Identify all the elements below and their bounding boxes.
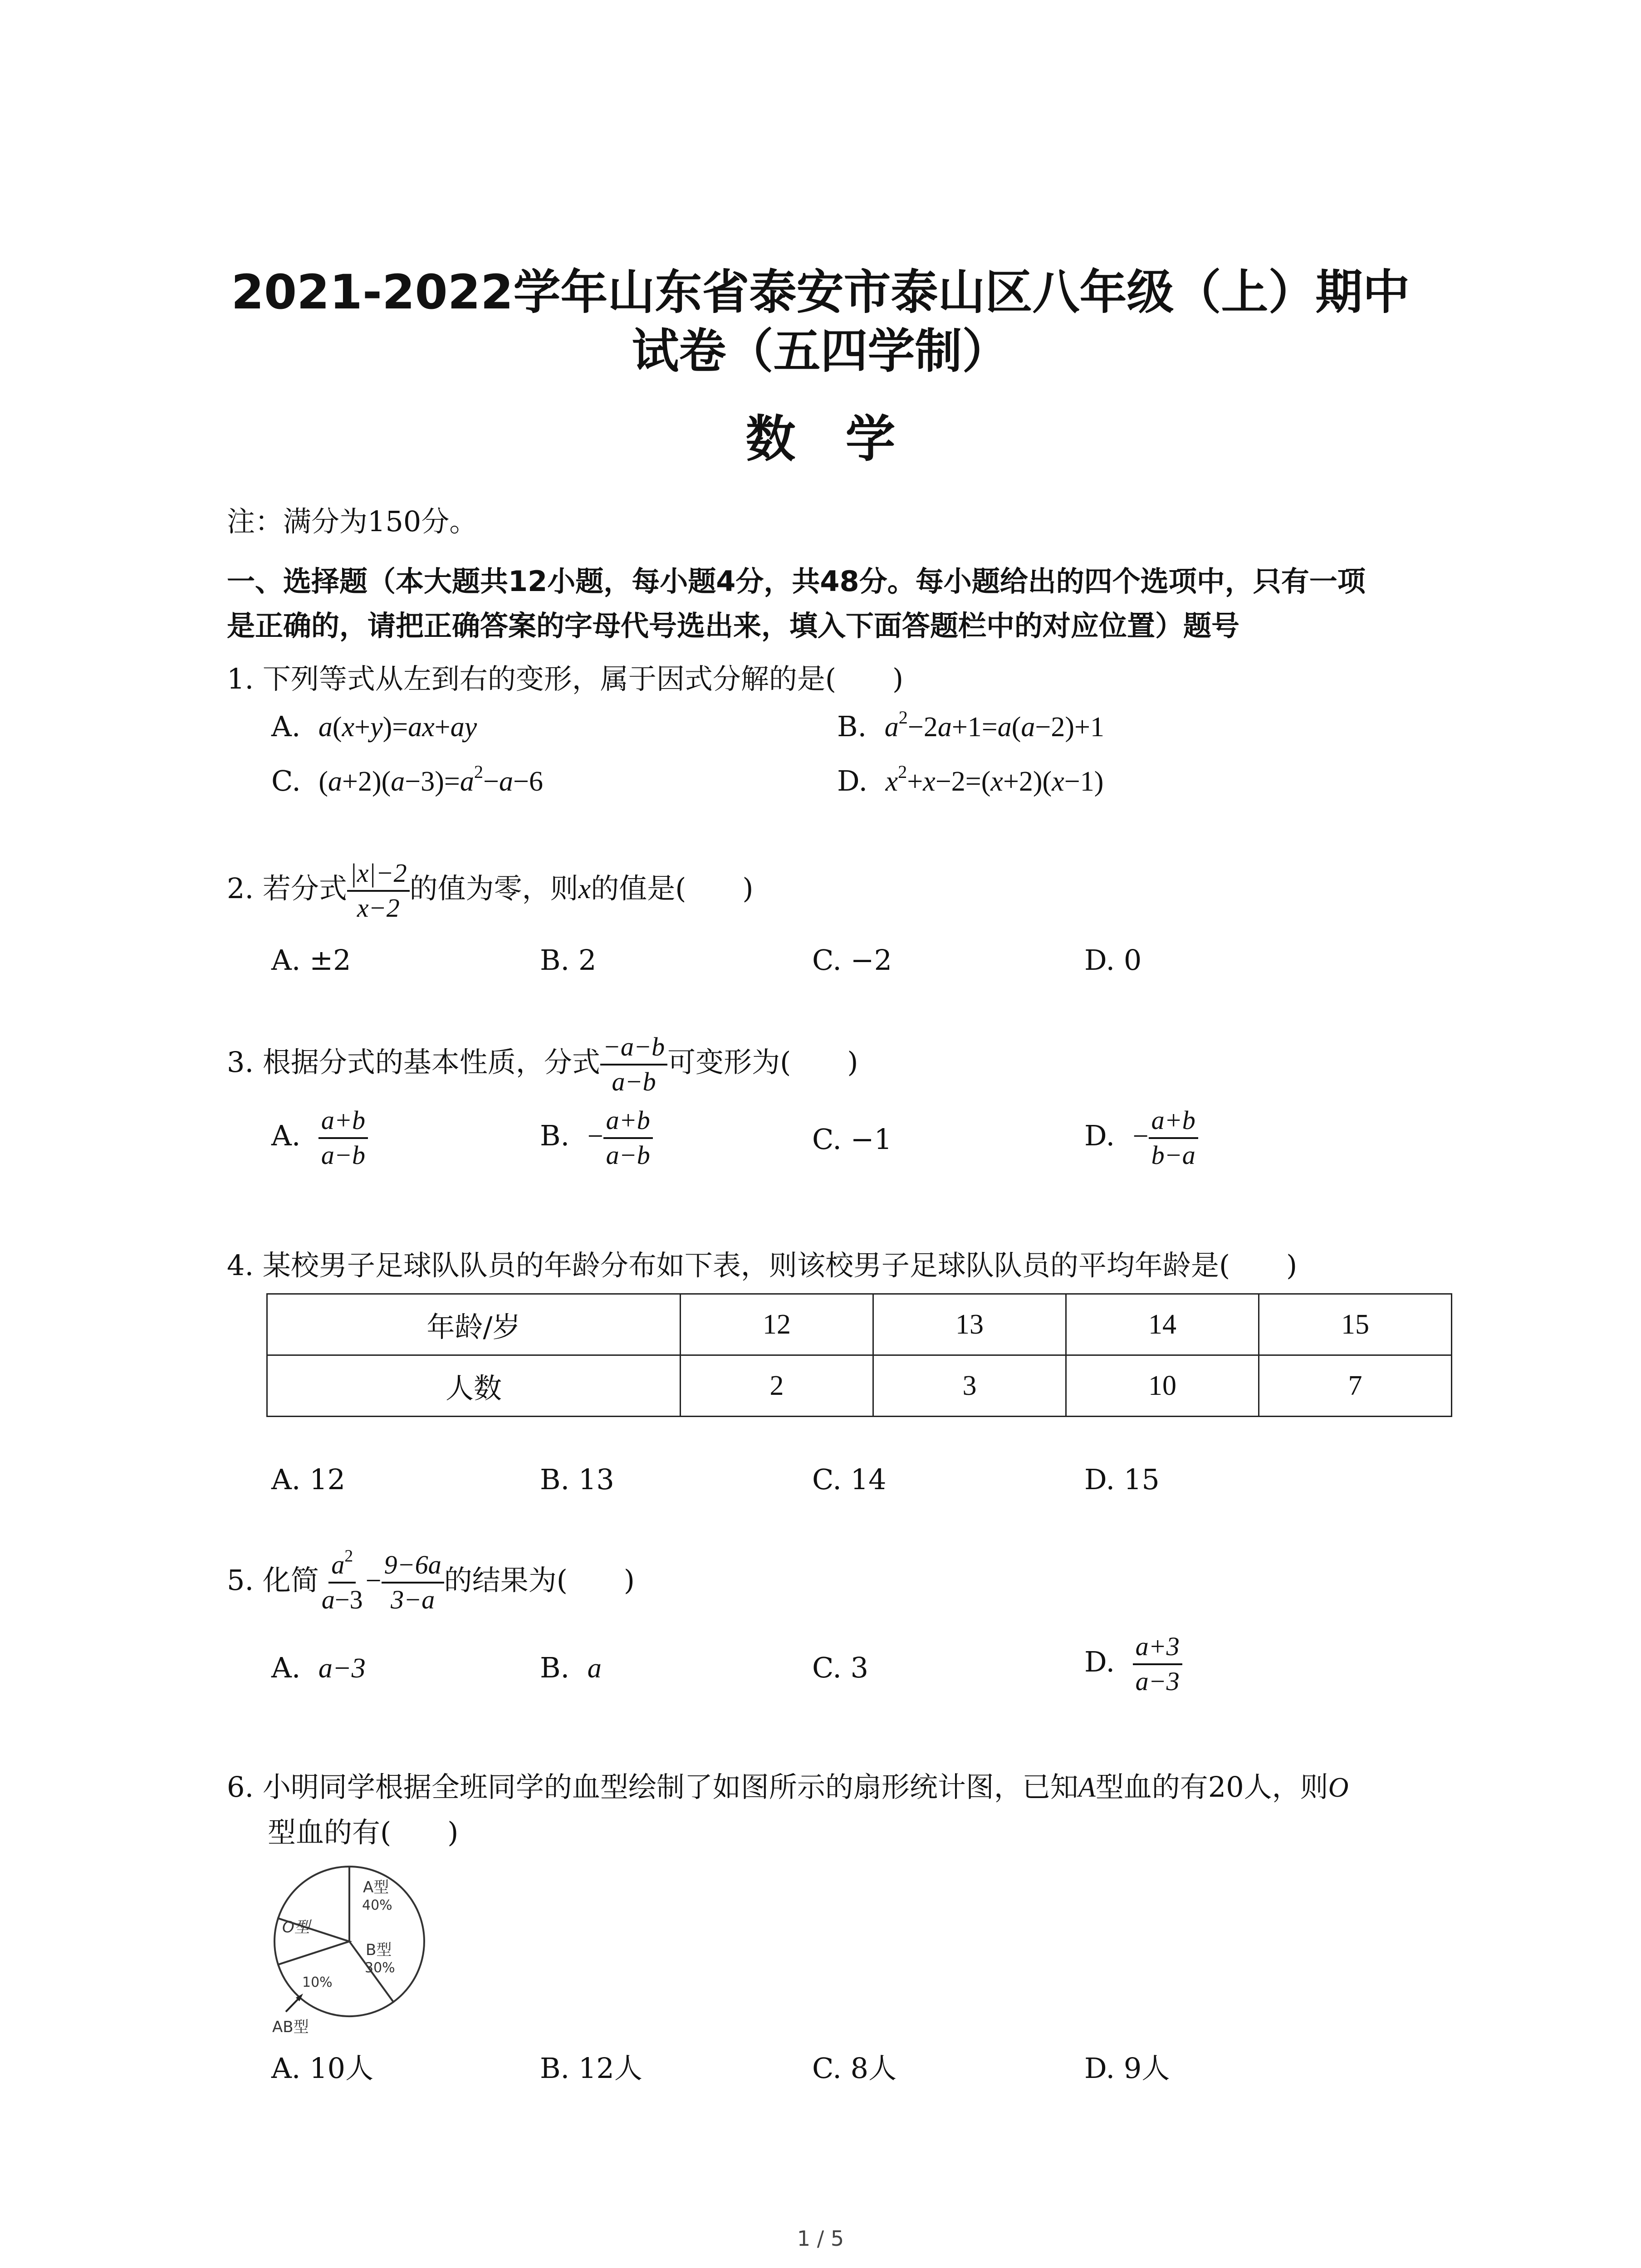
blood-type-pie-chart	[254, 1864, 445, 2046]
q5-a-label: A.	[271, 1651, 301, 1684]
q5-option-c: C. 3	[812, 1651, 869, 1684]
section-heading-line-1: 一、选择题（本大题共12小题，每小题4分，共48分。每小题给出的四个选项中，只有一项	[227, 565, 1366, 598]
q2-frac-den: x−2	[357, 893, 400, 923]
pie-label-a: A型	[363, 1878, 389, 1897]
q5-option-a	[271, 1651, 366, 1685]
q1-b-label: B.	[837, 710, 867, 743]
q2-after: 的值为零，则	[409, 872, 578, 905]
q3-frac-num: −a−b	[600, 1033, 667, 1066]
age-distribution-table	[266, 1293, 1452, 1417]
q3-option-b	[540, 1107, 653, 1169]
q6-var-o: O	[1328, 1772, 1349, 1803]
title-line-1: 2021-2022学年山东省泰安市泰山区八年级（上）期中	[231, 264, 1410, 320]
q1-option-c: C. $(a+2)(a-3)=a^2-a-6$	[271, 761, 543, 797]
table-cell: 10	[1066, 1355, 1259, 1417]
pie-slices	[274, 1867, 424, 2016]
q2-option-a: A. ±2	[271, 943, 351, 977]
q5-d-den: a−3	[1135, 1666, 1180, 1696]
q2-num: 2. 若分式	[227, 872, 347, 905]
q3-d-sign: −	[1132, 1121, 1149, 1152]
q3-d-fraction	[1149, 1107, 1198, 1169]
q3-fraction	[600, 1033, 667, 1096]
pie-label-b: B型	[366, 1941, 392, 1959]
q3-frac-den: a−b	[612, 1066, 656, 1096]
q5-f2-num: 9−6a	[382, 1551, 444, 1584]
q2-option-d: D. 0	[1084, 943, 1142, 977]
table-cell: 2	[681, 1355, 873, 1417]
q6-option-c: C. 8人	[812, 2052, 897, 2085]
q5-d-num: a+3	[1133, 1633, 1182, 1665]
table-cell: 14	[1066, 1294, 1259, 1355]
q4-option-d: D. 15	[1084, 1463, 1160, 1496]
score-note: 注：满分为150分。	[227, 505, 478, 538]
q3-b-sign: −	[587, 1121, 603, 1152]
q5-b-val: a	[587, 1653, 602, 1684]
table-cell: 13	[873, 1294, 1066, 1355]
q3-b-num: a+b	[603, 1107, 653, 1139]
q1-a-label: A.	[271, 710, 301, 743]
table-cell: 3	[873, 1355, 1066, 1417]
q5-d-fraction	[1133, 1633, 1182, 1696]
table-cell: 12	[681, 1294, 873, 1355]
q5-num: 5. 化简	[227, 1564, 319, 1597]
q1-stem: 1. 下列等式从左到右的变形，属于因式分解的是( )	[227, 662, 904, 695]
q1-option-d: D. $x^2+x-2=(x+2)(x-1)$	[837, 761, 1104, 797]
q3-d-den: b−a	[1151, 1140, 1195, 1170]
q3-b-label: B.	[540, 1119, 570, 1153]
q3-a-den: a−b	[321, 1140, 366, 1170]
q1-d-label: D.	[837, 764, 868, 797]
table-cell: 7	[1259, 1355, 1452, 1417]
q5-fraction-1: $\frac{a^2}{a-3}$	[321, 1546, 363, 1614]
q6-stem-line-2: 型血的有( )	[268, 1816, 459, 1849]
table-cell: 15	[1259, 1294, 1452, 1355]
q6-line1-a: 6. 小明同学根据全班同学的血型绘制了如图所示的扇形统计图，已知	[227, 1770, 1078, 1804]
q5-tail: 的结果为( )	[444, 1564, 635, 1597]
q5-a-val: a−3	[318, 1653, 366, 1684]
q3-option-d	[1084, 1107, 1198, 1169]
q3-a-fraction	[318, 1107, 368, 1169]
q2-fraction	[347, 860, 410, 922]
table-row	[267, 1355, 1452, 1417]
q1-c-label: C.	[271, 764, 301, 797]
pie-pct-ab: 10%	[302, 1975, 333, 1990]
q5-stem	[227, 1546, 635, 1614]
q3-b-fraction	[603, 1107, 653, 1169]
q5-b-label: B.	[540, 1651, 570, 1684]
q2-var: x	[578, 874, 591, 905]
q2-option-c: C. −2	[812, 943, 892, 977]
q3-b-den: a−b	[606, 1140, 650, 1170]
q3-num: 3. 根据分式的基本性质，分式	[227, 1046, 600, 1079]
q5-option-b	[540, 1651, 602, 1685]
pie-label-ab: AB型	[272, 2018, 309, 2036]
q5-f2-den: 3−a	[391, 1584, 435, 1614]
q3-stem	[227, 1033, 858, 1096]
q2-tail: 的值是( )	[591, 872, 754, 905]
q3-d-num: a+b	[1149, 1107, 1198, 1139]
q6-var-a: A	[1078, 1772, 1096, 1803]
table-row	[267, 1294, 1452, 1355]
q3-a-num: a+b	[318, 1107, 368, 1139]
q1-option-a: A. a(x+y)=ax+ay	[271, 710, 477, 743]
q5-minus: −	[365, 1565, 382, 1597]
table-cell: 年龄/岁	[267, 1294, 681, 1355]
q2-option-b: B. 2	[540, 943, 597, 977]
title-line-2: 试卷（五四学制）	[632, 323, 1009, 379]
page-number: 1 / 5	[797, 2226, 844, 2251]
q4-stem: 4. 某校男子足球队队员的年龄分布如下表，则该校男子足球队队员的平均年龄是( )	[227, 1249, 1298, 1282]
q4-option-b: B. 13	[540, 1463, 614, 1496]
q3-option-c: C. −1	[812, 1123, 892, 1156]
q6-line1-b: 型血的有20人，则	[1095, 1770, 1328, 1804]
q3-d-label: D.	[1084, 1119, 1115, 1153]
q6-option-d: D. 9人	[1084, 2052, 1170, 2085]
q4-option-c: C. 14	[812, 1463, 887, 1496]
q3-option-a	[271, 1107, 368, 1169]
q5-fraction-2	[382, 1551, 444, 1614]
pie-label-o: O型	[282, 1918, 310, 1936]
q5-option-d	[1084, 1633, 1182, 1696]
q1-option-b: B. $a^2-2a+1=a(a-2)+1$	[837, 707, 1104, 743]
q2-frac-num: |x|−2	[347, 860, 410, 892]
q6-stem-line-1	[227, 1765, 1348, 1805]
pie-pct-a: 40%	[362, 1897, 392, 1913]
q6-option-a: A. 10人	[271, 2052, 374, 2085]
pie-pct-b: 30%	[365, 1960, 395, 1976]
q2-stem	[227, 860, 754, 922]
q3-tail: 可变形为( )	[667, 1046, 858, 1079]
section-heading-line-2: 是正确的，请把正确答案的字母代号选出来，填入下面答题栏中的对应位置）题号	[227, 609, 1240, 642]
q5-d-label: D.	[1084, 1645, 1115, 1679]
subject-title: 数学	[745, 410, 945, 468]
q4-option-a: A. 12	[271, 1463, 346, 1496]
q6-option-b: B. 12人	[540, 2052, 642, 2085]
table-cell: 人数	[267, 1355, 681, 1417]
q3-a-label: A.	[271, 1119, 301, 1153]
